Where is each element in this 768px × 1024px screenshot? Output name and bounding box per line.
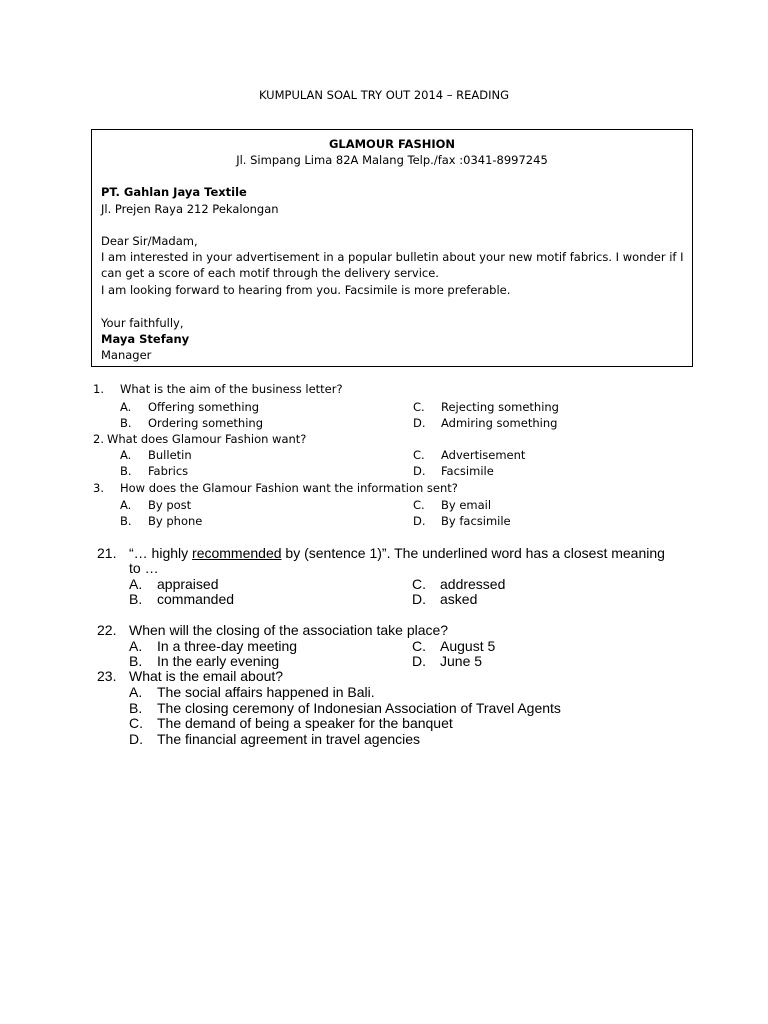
option-label: B.	[120, 416, 132, 430]
option-label: A.	[129, 576, 143, 592]
option-text: The social affairs happened in Bali.	[157, 684, 375, 700]
option-text: Ordering something	[148, 416, 264, 430]
option-text: Rejecting something	[441, 400, 559, 414]
option-label: C.	[412, 638, 426, 654]
question-number: 23.	[97, 668, 117, 684]
letter-signer-title: Manager	[101, 348, 152, 362]
question-text-part: “… highly	[129, 545, 193, 561]
question-text-continued: to …	[129, 560, 159, 576]
letter-recipient-address: Jl. Prejen Raya 212 Pekalongan	[101, 202, 279, 216]
option-text: Facsimile	[441, 464, 494, 478]
option-text: By facsimile	[441, 514, 511, 528]
option-text: By phone	[148, 514, 203, 528]
question-number: 22.	[97, 622, 117, 638]
question-text: What is the aim of the business letter?	[120, 382, 343, 396]
option-label: C.	[413, 498, 425, 512]
question-text: What does Glamour Fashion want?	[107, 432, 307, 446]
option-label: B.	[120, 514, 132, 528]
option-label: C.	[413, 448, 425, 462]
option-label: A.	[120, 400, 132, 414]
option-label: D.	[412, 591, 426, 607]
option-text: Bulletin	[148, 448, 192, 462]
option-text: By post	[148, 498, 192, 512]
letter-recipient-name: PT. Gahlan Jaya Textile	[101, 185, 247, 199]
letter-company: GLAMOUR FASHION	[328, 137, 456, 151]
option-text: The closing ceremony of Indonesian Association of Travel Agents	[157, 700, 561, 716]
option-label: A.	[120, 448, 132, 462]
option-text: addressed	[440, 576, 506, 592]
option-label: A.	[129, 684, 143, 700]
question-number: 21.	[97, 545, 117, 561]
option-label: A.	[129, 638, 143, 654]
option-text: Admiring something	[441, 416, 558, 430]
option-text: The demand of being a speaker for the banquet	[157, 715, 453, 731]
option-label: B.	[129, 700, 143, 716]
option-text: In a three-day meeting	[157, 638, 298, 654]
option-label: A.	[120, 498, 132, 512]
page-title: KUMPULAN SOAL TRY OUT 2014 – READING	[258, 88, 510, 102]
option-text: August 5	[440, 638, 496, 654]
option-text: The financial agreement in travel agencies	[157, 731, 421, 747]
option-label: D.	[413, 416, 426, 430]
option-text: asked	[440, 591, 478, 607]
letter-salutation: Dear Sir/Madam,	[101, 234, 198, 248]
letter-body-line: I am looking forward to hearing from you. Facsimile is more preferable.	[101, 283, 511, 297]
question-number: 1.	[93, 382, 104, 396]
option-text: Fabrics	[148, 464, 189, 478]
letter-body-line: can get a score of each motif through the delivery service.	[101, 266, 439, 280]
option-label: D.	[413, 464, 426, 478]
option-label: C.	[413, 400, 425, 414]
letter-closing: Your faithfully,	[101, 316, 184, 330]
letter-body-line: I am interested in your advertisement in a popular bulletin about your new motif fabrics. I wonder if I	[101, 250, 684, 264]
question-text	[129, 545, 665, 561]
option-label: D.	[129, 731, 143, 747]
question-text: When will the closing of the association take place?	[129, 622, 449, 638]
question-text-part: by (sentence 1)”. The underlined word has a closest meaning	[281, 545, 665, 561]
question-text: How does the Glamour Fashion want the information sent?	[120, 481, 458, 495]
question-number: 3.	[93, 481, 104, 495]
option-text: Offering something	[148, 400, 260, 414]
option-label: C.	[412, 576, 426, 592]
option-text: June 5	[440, 653, 483, 669]
question-number: 2.	[93, 432, 104, 446]
question-text: What is the email about?	[129, 668, 284, 684]
option-text: appraised	[157, 576, 219, 592]
option-label: C.	[129, 715, 143, 731]
option-text: commanded	[157, 591, 235, 607]
underlined-word: recommended	[192, 545, 282, 561]
option-text: In the early evening	[157, 653, 280, 669]
option-label: D.	[413, 514, 426, 528]
option-label: B.	[129, 591, 143, 607]
option-text: By email	[441, 498, 492, 512]
option-label: B.	[129, 653, 143, 669]
option-label: B.	[120, 464, 132, 478]
option-label: D.	[412, 653, 426, 669]
option-text: Advertisement	[441, 448, 526, 462]
business-letter	[91, 129, 693, 367]
letter-signer: Maya Stefany	[101, 332, 190, 346]
letter-company-address: Jl. Simpang Lima 82A Malang Telp./fax :0341-8997245	[236, 153, 548, 167]
